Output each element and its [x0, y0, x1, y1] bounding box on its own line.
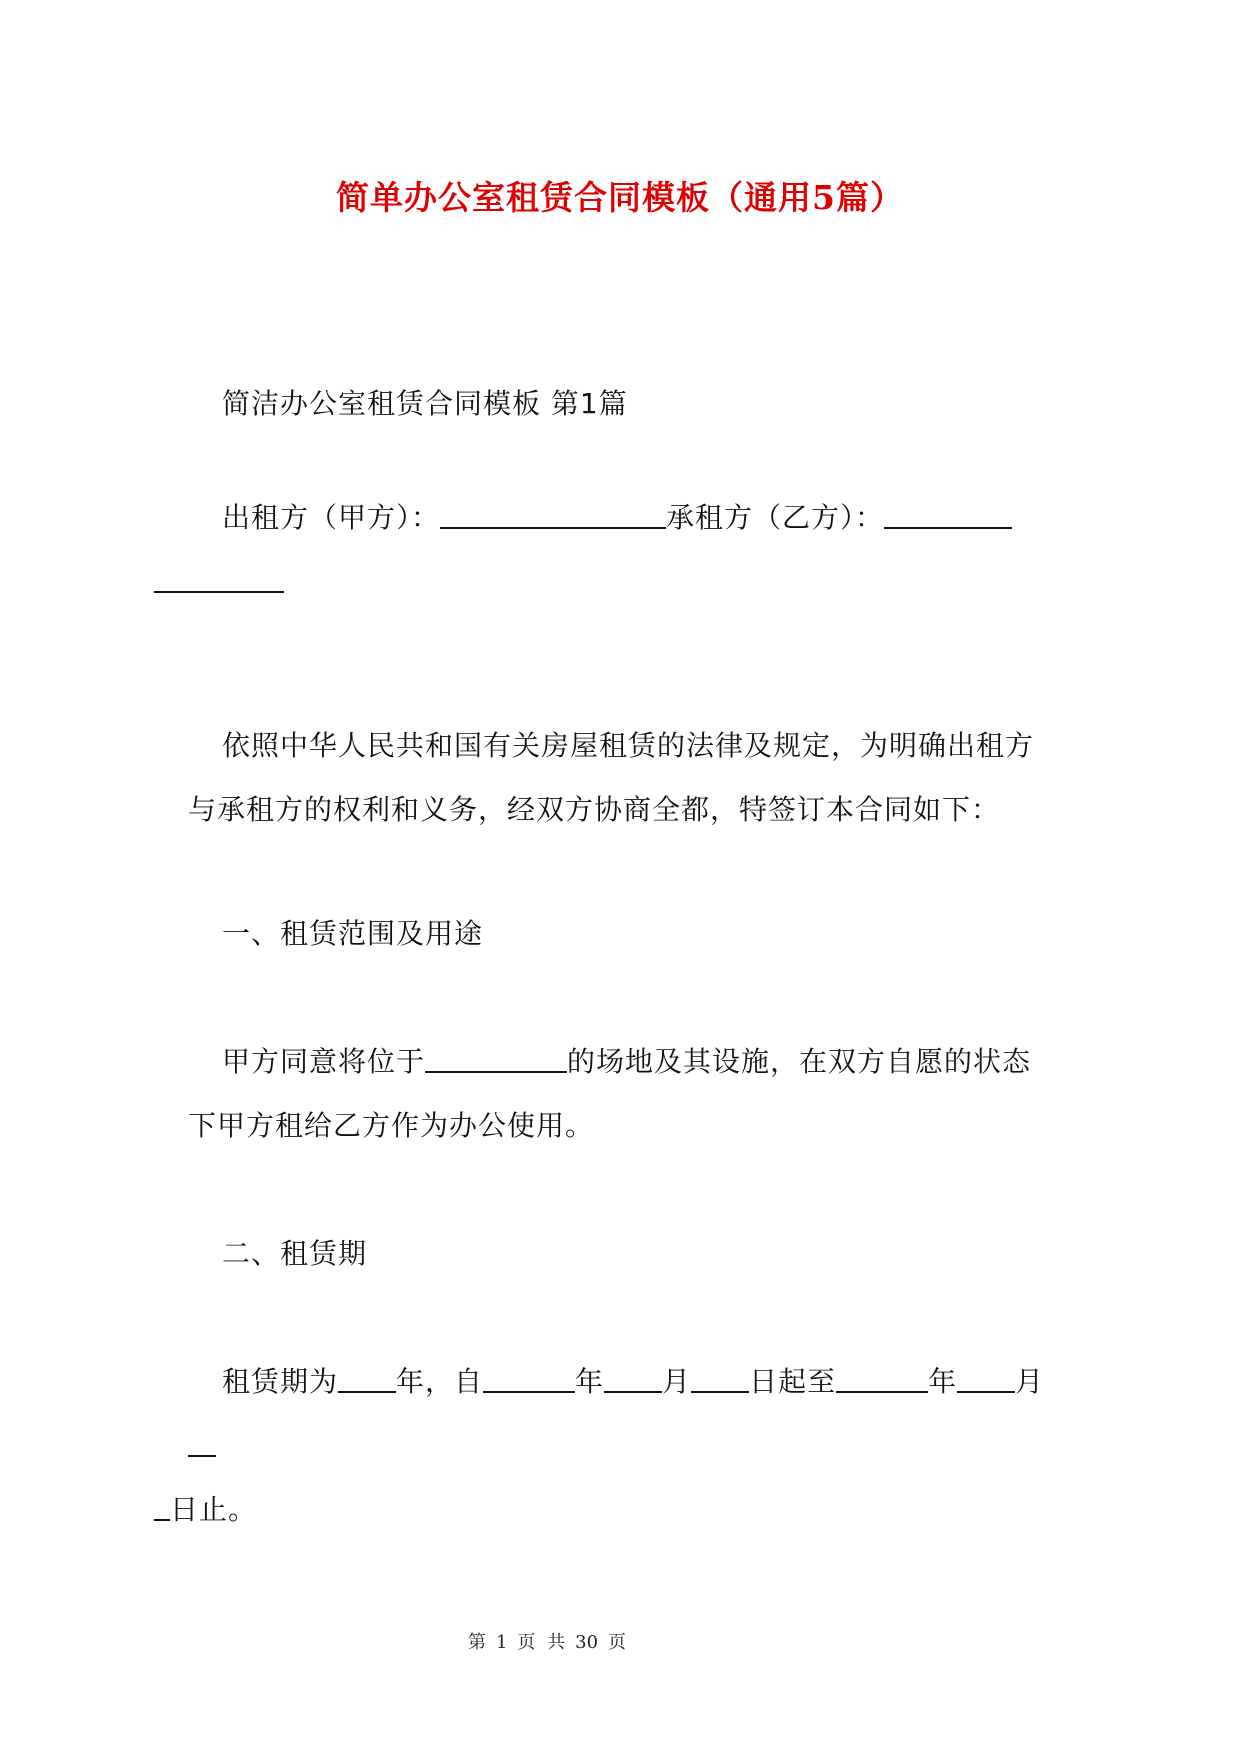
years-blank [338, 1363, 396, 1393]
term-text: 年 [575, 1365, 605, 1398]
document-title: 简单办公室租赁合同模板（通用5篇） [336, 178, 904, 217]
page-footer [0, 1628, 1094, 1654]
clause-1-text-before: 甲方同意将位于 [222, 1045, 426, 1078]
end-year-blank [836, 1363, 928, 1393]
start-year-blank [483, 1363, 575, 1393]
footer-prefix: 第 [467, 1632, 486, 1653]
term-text: 年 [928, 1365, 958, 1398]
footer-middle: 页 共 [517, 1632, 566, 1653]
parties-line [188, 486, 1058, 614]
clause-1-text [188, 1030, 1058, 1158]
section-heading: 简洁办公室租赁合同模板 第1篇 [222, 387, 628, 420]
term-text: 租赁期为 [222, 1365, 339, 1398]
end-month-blank [957, 1363, 1015, 1393]
clause-2-text [170, 1350, 1058, 1542]
footer-current-page: 1 [495, 1632, 508, 1653]
term-text: 日止。 [170, 1493, 258, 1526]
term-text: 年，自 [396, 1365, 484, 1398]
footer-total-pages: 30 [575, 1632, 599, 1653]
end-day-blank-continued [154, 1491, 170, 1521]
clause-2-heading: 二、租赁期 [222, 1237, 368, 1270]
location-blank [425, 1043, 567, 1073]
term-text: 日起至 [749, 1365, 837, 1398]
term-text: 月 [662, 1365, 692, 1398]
lessor-label: 出租方（甲方）： [222, 501, 441, 534]
lessor-blank [440, 499, 666, 529]
footer-suffix: 页 [608, 1632, 627, 1653]
intro-paragraph: 依照中华人民共和国有关房屋租赁的法律及规定，为明确出租方与承租方的权利和义务，经双方协商全都，特签订本合同如下： [188, 729, 1035, 826]
lessee-label: 承租方（乙方）： [666, 501, 885, 534]
end-day-blank [188, 1427, 216, 1457]
start-month-blank [604, 1363, 662, 1393]
term-text: 月 [1015, 1365, 1045, 1398]
lessee-blank-continued [154, 563, 284, 593]
clause-1-text-after: 的场地及其设施，在双方自愿的状态下甲方租给乙方作为办公使用。 [188, 1045, 1032, 1142]
lessee-blank [884, 499, 1012, 529]
clause-1-heading: 一、租赁范围及用途 [222, 917, 484, 950]
start-day-blank [691, 1363, 749, 1393]
